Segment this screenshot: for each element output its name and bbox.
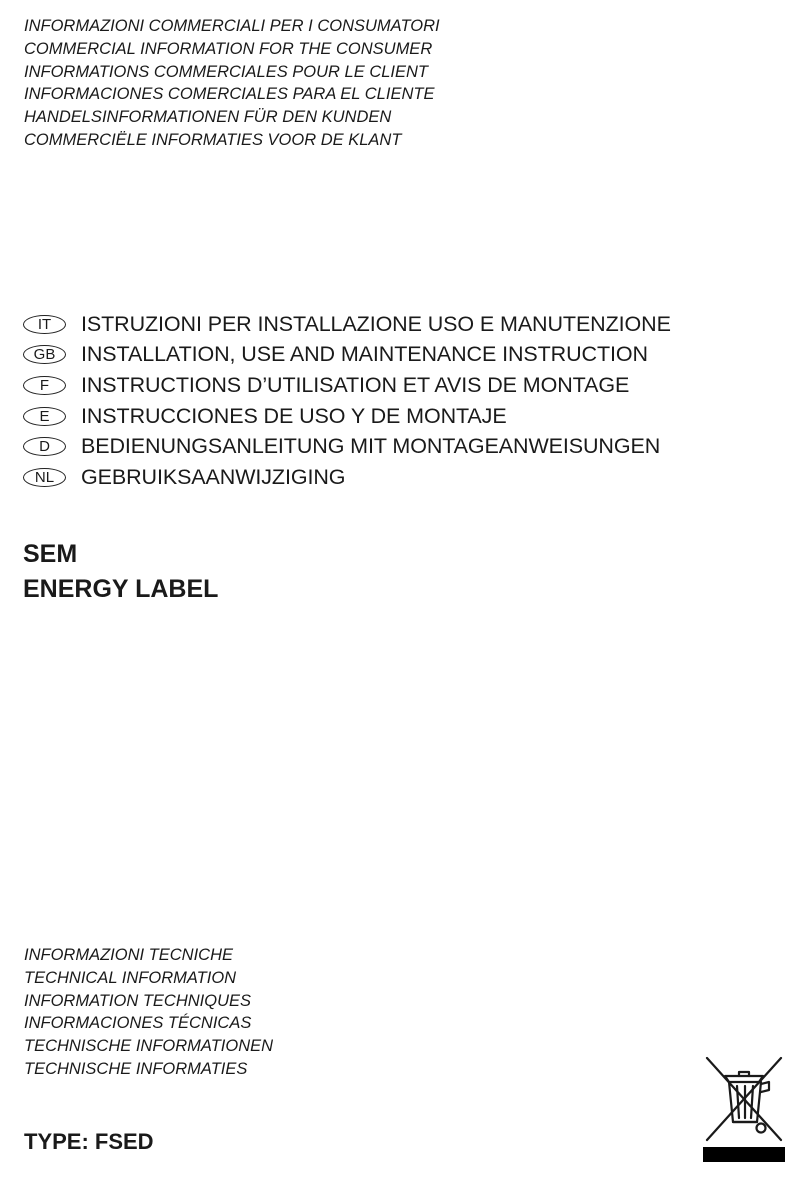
commercial-info-line: HANDELSINFORMATIONEN FÜR DEN KUNDEN — [24, 108, 392, 127]
instruction-row-nl — [23, 462, 671, 493]
technical-info-block — [24, 944, 273, 1081]
commercial-info-block — [24, 15, 440, 152]
technical-info-line: TECHNICAL INFORMATION — [24, 968, 237, 987]
commercial-info-line: INFORMATIONS COMMERCIALES POUR LE CLIENT — [24, 62, 428, 81]
commercial-info-line: INFORMAZIONI COMMERCIALI PER I CONSUMATORI — [24, 17, 440, 35]
technical-info-line: TECHNISCHE INFORMATIES — [24, 1059, 248, 1078]
instruction-text: INSTRUCCIONES DE USO Y DE MONTAJE — [81, 403, 507, 428]
instruction-row-d — [23, 431, 671, 462]
language-badge-nl: NL — [23, 468, 66, 487]
title-line-1: SEM — [23, 540, 78, 568]
commercial-info-line: COMMERCIËLE INFORMATIES VOOR DE KLANT — [24, 130, 402, 149]
document-title — [23, 537, 218, 607]
language-badge-it: IT — [23, 315, 66, 334]
instruction-text: ISTRUZIONI PER INSTALLAZIONE USO E MANUTENZIONE — [81, 311, 671, 336]
technical-info-line: TECHNISCHE INFORMATIONEN — [24, 1037, 274, 1056]
language-badge-f: F — [23, 376, 66, 395]
instruction-text: BEDIENUNGSANLEITUNG MIT MONTAGEANWEISUNGEN — [81, 434, 661, 459]
instruction-text: INSTALLATION, USE AND MAINTENANCE INSTRUCTION — [81, 342, 648, 367]
instruction-row-gb — [23, 340, 671, 371]
instruction-row-it — [23, 309, 671, 340]
type-label: TYPE: FSED — [24, 1129, 154, 1154]
technical-info-line: INFORMAZIONI TECNICHE — [24, 946, 233, 964]
language-badge-d: D — [23, 437, 66, 456]
language-badge-gb: GB — [23, 345, 66, 364]
instruction-text: INSTRUCTIONS D’UTILISATION ET AVIS DE MONTAGE — [81, 372, 630, 397]
instruction-text: GEBRUIKSAANWIJZIGING — [81, 464, 346, 489]
commercial-info-line: COMMERCIAL INFORMATION FOR THE CONSUMER — [24, 39, 433, 58]
commercial-info-line: INFORMACIONES COMERCIALES PARA EL CLIENTE — [24, 85, 435, 104]
crossed-out-wheelie-bin-icon — [703, 1054, 785, 1164]
technical-info-line: INFORMACIONES TÉCNICAS — [24, 1014, 252, 1033]
instruction-row-e — [23, 401, 671, 432]
instructions-list — [23, 309, 671, 493]
technical-info-line: INFORMATION TECHNIQUES — [24, 991, 252, 1010]
instruction-row-f — [23, 370, 671, 401]
title-line-2: ENERGY LABEL — [23, 575, 219, 603]
language-badge-e: E — [23, 407, 66, 426]
